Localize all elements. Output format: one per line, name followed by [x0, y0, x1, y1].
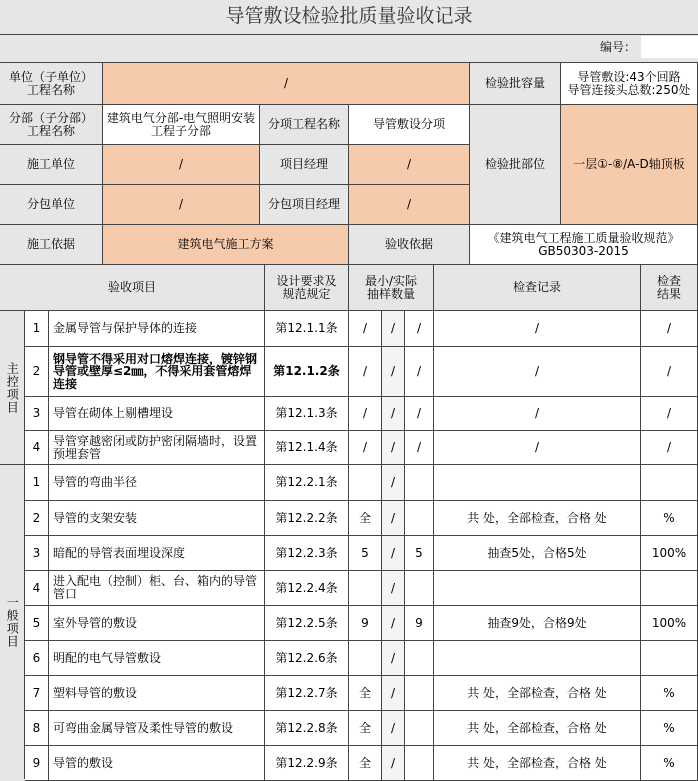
main_items-row-4-sep: / [382, 431, 405, 465]
general_items-row-6-clause: 第12.2.6条 [265, 641, 349, 676]
general_items-row-2-result[interactable]: % [641, 501, 698, 536]
general_items-row-1-act[interactable] [405, 465, 434, 501]
general_items-row-8-name: 可弯曲金属导管及柔性导管的敷设 [49, 711, 265, 746]
col-sample-text: 最小/实际 抽样数量 [364, 273, 418, 301]
general_items-row-3-name: 暗配的导管表面埋设深度 [49, 536, 265, 571]
main_items-row-1-name: 金属导管与保护导体的连接 [49, 311, 265, 347]
branch-label-text: 分部（子分部） 工程名称 [8, 110, 93, 138]
main_items-row-2-result[interactable]: / [641, 347, 698, 397]
general-group-label: 一般项目 [0, 465, 25, 779]
main_items-row-1-clause: 第12.1.1条 [265, 311, 349, 347]
main_items-row-4-min[interactable]: / [349, 431, 382, 465]
general_items-row-1-clause: 第12.2.1条 [265, 465, 349, 501]
general_items-row-9-name: 导管的敷设 [49, 746, 265, 781]
serial-label: 编号： [560, 36, 640, 58]
main_items-row-2-sep: / [382, 347, 405, 397]
general_items-row-3-result[interactable]: 100% [641, 536, 698, 571]
col-result-header [641, 265, 698, 311]
general_items-row-4-act[interactable] [405, 571, 434, 606]
general_items-row-8-min[interactable]: 全 [349, 711, 382, 746]
col-spec-text: 设计要求及 规范规定 [276, 273, 337, 301]
col-spec-header [265, 265, 349, 311]
main_items-row-2-record[interactable]: / [434, 347, 641, 397]
general_items-row-5-sep: / [382, 606, 405, 641]
general_items-row-6-min[interactable] [349, 641, 382, 676]
general_items-row-2-no: 2 [25, 501, 49, 536]
form-title: 导管敷设检验批质量验收记录 [0, 0, 698, 35]
general_items-row-5-no: 5 [25, 606, 49, 641]
general_items-row-6-no: 6 [25, 641, 49, 676]
general_items-row-3-clause: 第12.2.3条 [265, 536, 349, 571]
general_items-row-4-name: 进入配电（控制）柜、台、箱内的导管管口 [49, 571, 265, 606]
general_items-row-4-clause: 第12.2.4条 [265, 571, 349, 606]
capacity-label: 检验批容量 [470, 62, 561, 105]
general_items-row-5-act[interactable]: 9 [405, 606, 434, 641]
general_items-row-7-min[interactable]: 全 [349, 676, 382, 711]
general_items-row-5-min[interactable]: 9 [349, 606, 382, 641]
general_items-row-3-act[interactable]: 5 [405, 536, 434, 571]
unit-label [0, 62, 103, 105]
main_items-row-4-clause: 第12.1.4条 [265, 431, 349, 465]
general_items-row-5-name: 室外导管的敷设 [49, 606, 265, 641]
pm-value[interactable]: / [349, 145, 470, 185]
contractor-value[interactable]: / [103, 145, 260, 185]
acceptance-basis-label: 验收依据 [349, 225, 470, 265]
branch-value[interactable]: 建筑电气分部-电气照明安装工程子分部 [103, 105, 260, 145]
general_items-row-2-sep: / [382, 501, 405, 536]
general_items-row-6-record[interactable] [434, 641, 641, 676]
main_items-row-2-clause: 第12.1.2条 [265, 347, 349, 397]
general_items-row-8-sep: / [382, 711, 405, 746]
main_items-row-3-clause: 第12.1.3条 [265, 397, 349, 431]
subcontractor-value[interactable]: / [103, 185, 260, 225]
main_items-row-1-no: 1 [25, 311, 49, 347]
main_items-row-3-act[interactable]: / [405, 397, 434, 431]
general_items-row-2-record[interactable]: 共 处，全部检查，合格 处 [434, 501, 641, 536]
general_items-row-1-name: 导管的弯曲半径 [49, 465, 265, 501]
main_items-row-3-result[interactable]: / [641, 397, 698, 431]
basis-label: 施工依据 [0, 225, 103, 265]
general_items-row-9-result[interactable]: % [641, 746, 698, 781]
general_items-row-7-sep: / [382, 676, 405, 711]
general_items-row-2-clause: 第12.2.2条 [265, 501, 349, 536]
main_items-row-2-no: 2 [25, 347, 49, 397]
general_items-row-9-sep: / [382, 746, 405, 781]
main_items-row-4-act[interactable]: / [405, 431, 434, 465]
contractor-label: 施工单位 [0, 145, 103, 185]
general_items-row-4-record[interactable] [434, 571, 641, 606]
general_items-row-5-clause: 第12.2.5条 [265, 606, 349, 641]
general_items-row-8-clause: 第12.2.8条 [265, 711, 349, 746]
main_items-row-3-min[interactable]: / [349, 397, 382, 431]
capacity-value-text: 导管敷设:43个回路 导管连接头总数:250处 [567, 69, 691, 97]
main_items-row-1-record[interactable]: / [434, 311, 641, 347]
general_items-row-5-record[interactable]: 抽查9处，合格9处 [434, 606, 641, 641]
general_items-row-7-act[interactable] [405, 676, 434, 711]
branch-label [0, 105, 103, 145]
general_items-row-3-no: 3 [25, 536, 49, 571]
main_items-row-4-no: 4 [25, 431, 49, 465]
main_items-row-3-sep: / [382, 397, 405, 431]
main_items-row-4-record[interactable]: / [434, 431, 641, 465]
general_items-row-8-result[interactable]: % [641, 711, 698, 746]
general_items-row-6-result[interactable] [641, 641, 698, 676]
general_items-row-9-clause: 第12.2.9条 [265, 746, 349, 781]
main_items-row-1-min[interactable]: / [349, 311, 382, 347]
general_items-row-6-name: 明配的电气导管敷设 [49, 641, 265, 676]
main-group-label: 主控项目 [0, 311, 25, 465]
subitem-value[interactable]: 导管敷设分项 [349, 105, 470, 145]
col-result-text: 检查 结果 [656, 273, 681, 301]
general_items-row-2-min[interactable]: 全 [349, 501, 382, 536]
general_items-row-6-sep: / [382, 641, 405, 676]
basis-value[interactable]: 建筑电气施工方案 [103, 225, 349, 265]
general_items-row-9-record[interactable]: 共 处，全部检查，合格 处 [434, 746, 641, 781]
general_items-row-1-record[interactable] [434, 465, 641, 501]
serial-input[interactable] [641, 36, 698, 58]
general_items-row-2-name: 导管的支架安装 [49, 501, 265, 536]
subcontractor-label: 分包单位 [0, 185, 103, 225]
unit-value[interactable]: / [103, 62, 470, 105]
acceptance-basis-value [470, 225, 698, 265]
general_items-row-1-result[interactable] [641, 465, 698, 501]
location-value[interactable]: 一层①-⑧/A-D轴顶板 [561, 105, 698, 225]
sub-pm-label: 分包项目经理 [260, 185, 349, 225]
general_items-row-9-min[interactable]: 全 [349, 746, 382, 781]
pm-label: 项目经理 [260, 145, 349, 185]
general_items-row-1-sep: / [382, 465, 405, 501]
acceptance-basis-text: 《建筑电气工程施工质量验收规范》 GB50303-2015 [487, 230, 680, 258]
col-sample-header [349, 265, 434, 311]
general_items-row-7-name: 塑料导管的敷设 [49, 676, 265, 711]
general_items-row-4-min[interactable] [349, 571, 382, 606]
main_items-row-3-record[interactable]: / [434, 397, 641, 431]
general_items-row-1-no: 1 [25, 465, 49, 501]
general_items-row-2-act[interactable] [405, 501, 434, 536]
capacity-value[interactable] [561, 62, 698, 105]
general_items-row-8-no: 8 [25, 711, 49, 746]
sub-pm-value[interactable]: / [349, 185, 470, 225]
general_items-row-6-act[interactable] [405, 641, 434, 676]
subitem-label: 分项工程名称 [260, 105, 349, 145]
general_items-row-9-act[interactable] [405, 746, 434, 781]
main_items-row-1-sep: / [382, 311, 405, 347]
general_items-row-9-no: 9 [25, 746, 49, 781]
general_items-row-7-clause: 第12.2.7条 [265, 676, 349, 711]
main_items-row-4-result[interactable]: / [641, 431, 698, 465]
general_items-row-4-no: 4 [25, 571, 49, 606]
general_items-row-7-record[interactable]: 共 处，全部检查，合格 处 [434, 676, 641, 711]
general_items-row-7-no: 7 [25, 676, 49, 711]
main_items-row-4-name: 导管穿越密闭或防护密闭隔墙时，设置预埋套管 [49, 431, 265, 465]
unit-label-text: 单位（子单位） 工程名称 [8, 69, 93, 97]
main_items-row-1-act[interactable]: / [405, 311, 434, 347]
main_items-row-3-no: 3 [25, 397, 49, 431]
general_items-row-3-sep: / [382, 536, 405, 571]
general_items-row-8-act[interactable] [405, 711, 434, 746]
general_items-row-3-min[interactable]: 5 [349, 536, 382, 571]
general_items-row-3-record[interactable]: 抽查5处，合格5处 [434, 536, 641, 571]
general_items-row-8-record[interactable]: 共 处，全部检查，合格 处 [434, 711, 641, 746]
main_items-row-1-result[interactable]: / [641, 311, 698, 347]
location-label: 检验批部位 [470, 105, 561, 225]
main_items-row-2-name: 钢导管不得采用对口熔焊连接，镀锌钢导管或壁厚≤2㎜，不得采用套管熔焊连接 [49, 347, 265, 397]
general_items-row-4-sep: / [382, 571, 405, 606]
col-record-header: 检查记录 [434, 265, 641, 311]
general_items-row-5-result[interactable]: 100% [641, 606, 698, 641]
main_items-row-2-act[interactable]: / [405, 347, 434, 397]
general_items-row-4-result[interactable] [641, 571, 698, 606]
main_items-row-3-name: 导管在砌体上剔槽埋设 [49, 397, 265, 431]
col-item-header: 验收项目 [0, 265, 265, 311]
general_items-row-7-result[interactable]: % [641, 676, 698, 711]
general_items-row-1-min[interactable] [349, 465, 382, 501]
main_items-row-2-min[interactable]: / [349, 347, 382, 397]
